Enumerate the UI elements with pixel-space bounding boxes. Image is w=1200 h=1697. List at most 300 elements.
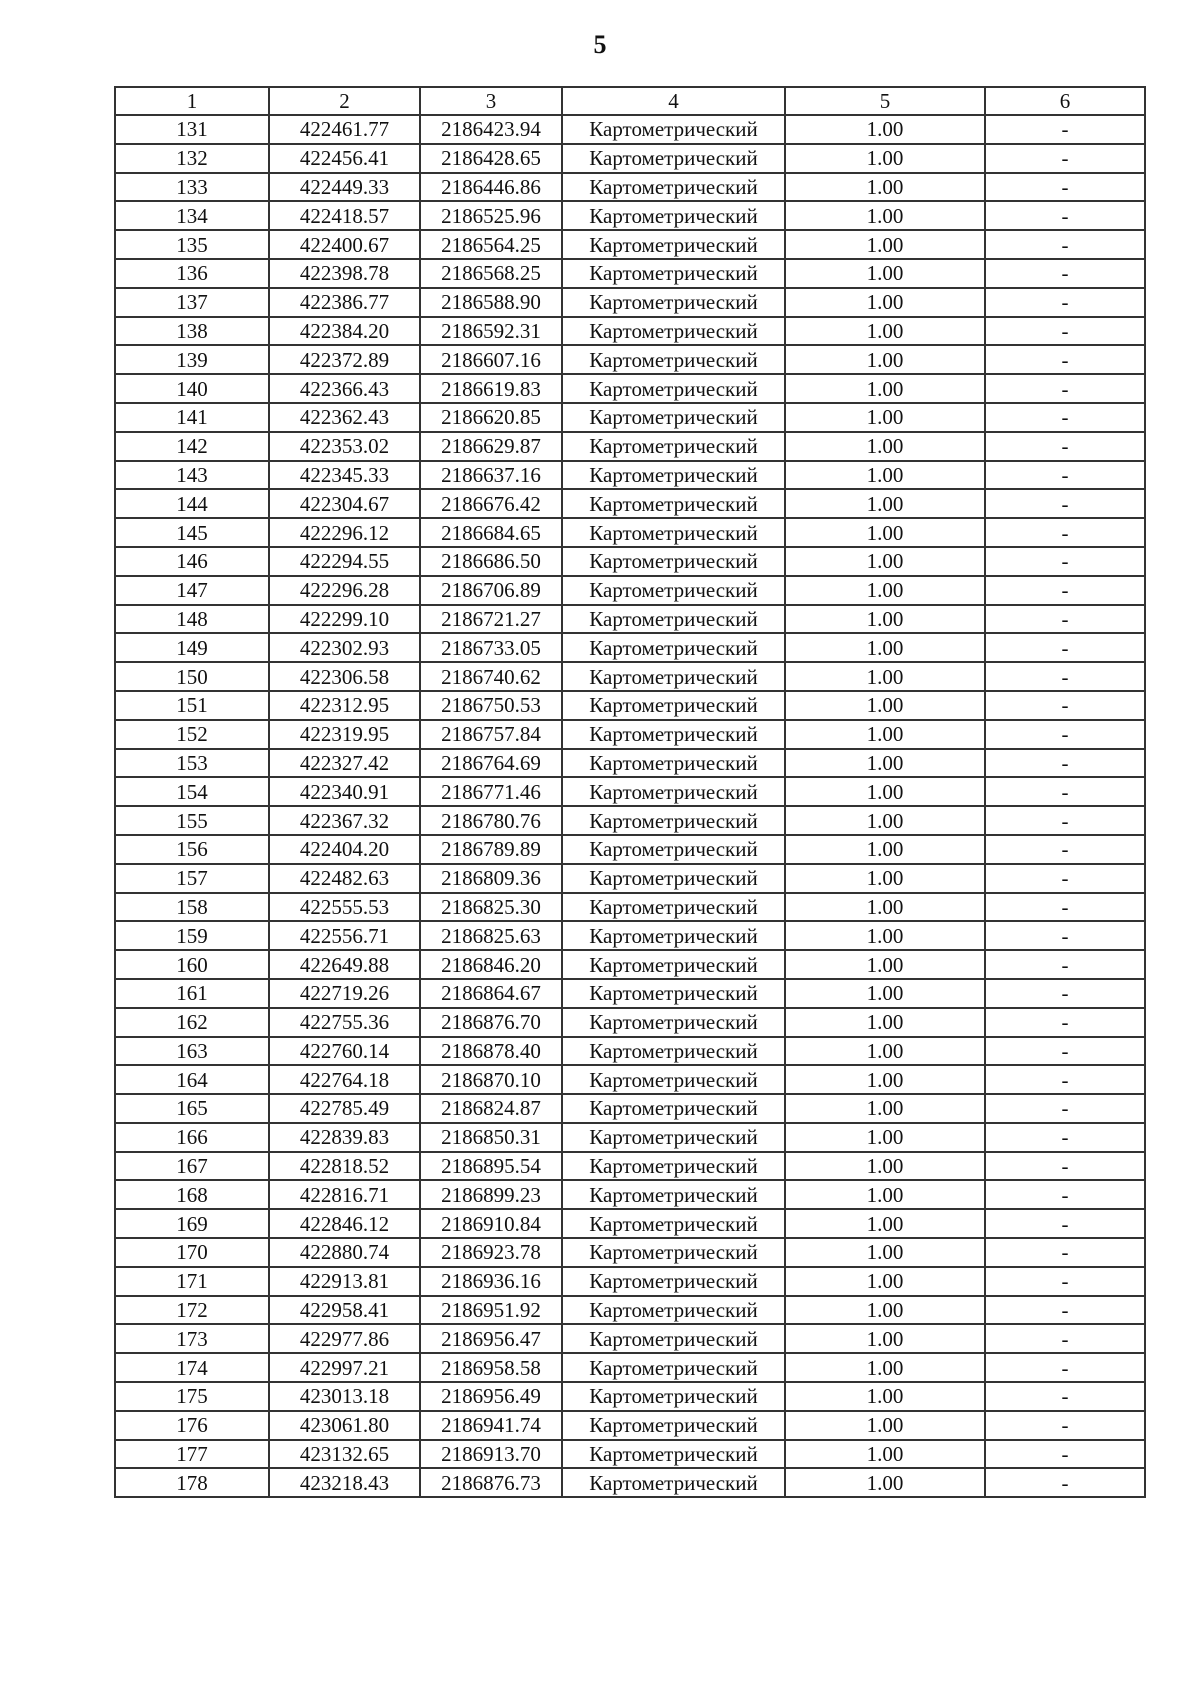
y-coordinate-cell: 2186588.90 — [420, 288, 562, 317]
point-number-cell: 166 — [115, 1123, 269, 1152]
column-header: 6 — [985, 87, 1145, 115]
point-number-cell: 161 — [115, 979, 269, 1008]
column-header: 3 — [420, 87, 562, 115]
table-row — [115, 806, 1145, 835]
accuracy-cell: 1.00 — [785, 173, 985, 202]
accuracy-cell: 1.00 — [785, 633, 985, 662]
accuracy-cell: 1.00 — [785, 1123, 985, 1152]
table-row — [115, 230, 1145, 259]
method-cell: Картометрический — [562, 518, 785, 547]
table-row — [115, 288, 1145, 317]
point-number-cell: 150 — [115, 662, 269, 691]
point-number-cell: 134 — [115, 201, 269, 230]
accuracy-cell: 1.00 — [785, 1324, 985, 1353]
method-cell: Картометрический — [562, 1440, 785, 1469]
point-number-cell: 171 — [115, 1267, 269, 1296]
point-number-cell: 175 — [115, 1382, 269, 1411]
note-cell: - — [985, 1238, 1145, 1267]
note-cell: - — [985, 720, 1145, 749]
table-row — [115, 777, 1145, 806]
y-coordinate-cell: 2186958.58 — [420, 1353, 562, 1382]
point-number-cell: 141 — [115, 403, 269, 432]
method-cell: Картометрический — [562, 1094, 785, 1123]
accuracy-cell: 1.00 — [785, 691, 985, 720]
method-cell: Картометрический — [562, 1152, 785, 1181]
note-cell: - — [985, 777, 1145, 806]
y-coordinate-cell: 2186686.50 — [420, 547, 562, 576]
point-number-cell: 140 — [115, 374, 269, 403]
accuracy-cell: 1.00 — [785, 201, 985, 230]
point-number-cell: 167 — [115, 1152, 269, 1181]
x-coordinate-cell: 422816.71 — [269, 1180, 420, 1209]
y-coordinate-cell: 2186607.16 — [420, 345, 562, 374]
coordinates-table — [114, 86, 1146, 1498]
accuracy-cell: 1.00 — [785, 864, 985, 893]
x-coordinate-cell: 422818.52 — [269, 1152, 420, 1181]
method-cell: Картометрический — [562, 893, 785, 922]
note-cell: - — [985, 605, 1145, 634]
point-number-cell: 156 — [115, 835, 269, 864]
accuracy-cell: 1.00 — [785, 1094, 985, 1123]
table-row — [115, 461, 1145, 490]
note-cell: - — [985, 662, 1145, 691]
y-coordinate-cell: 2186899.23 — [420, 1180, 562, 1209]
note-cell: - — [985, 979, 1145, 1008]
method-cell: Картометрический — [562, 1180, 785, 1209]
accuracy-cell: 1.00 — [785, 777, 985, 806]
note-cell: - — [985, 461, 1145, 490]
table-row — [115, 259, 1145, 288]
method-cell: Картометрический — [562, 720, 785, 749]
method-cell: Картометрический — [562, 1238, 785, 1267]
method-cell: Картометрический — [562, 1382, 785, 1411]
note-cell: - — [985, 1468, 1145, 1497]
x-coordinate-cell: 422418.57 — [269, 201, 420, 230]
accuracy-cell: 1.00 — [785, 1037, 985, 1066]
y-coordinate-cell: 2186824.87 — [420, 1094, 562, 1123]
note-cell: - — [985, 1180, 1145, 1209]
x-coordinate-cell: 422400.67 — [269, 230, 420, 259]
note-cell: - — [985, 691, 1145, 720]
table-body — [115, 115, 1145, 1497]
table-row — [115, 1209, 1145, 1238]
note-cell: - — [985, 403, 1145, 432]
method-cell: Картометрический — [562, 576, 785, 605]
note-cell: - — [985, 518, 1145, 547]
table-row — [115, 1008, 1145, 1037]
point-number-cell: 149 — [115, 633, 269, 662]
method-cell: Картометрический — [562, 1267, 785, 1296]
table-row — [115, 317, 1145, 346]
table-row — [115, 1152, 1145, 1181]
y-coordinate-cell: 2186629.87 — [420, 432, 562, 461]
method-cell: Картометрический — [562, 201, 785, 230]
note-cell: - — [985, 835, 1145, 864]
y-coordinate-cell: 2186878.40 — [420, 1037, 562, 1066]
table-row — [115, 173, 1145, 202]
accuracy-cell: 1.00 — [785, 1209, 985, 1238]
note-cell: - — [985, 1037, 1145, 1066]
table-row — [115, 1065, 1145, 1094]
accuracy-cell: 1.00 — [785, 1152, 985, 1181]
table-row — [115, 374, 1145, 403]
point-number-cell: 142 — [115, 432, 269, 461]
point-number-cell: 164 — [115, 1065, 269, 1094]
y-coordinate-cell: 2186825.30 — [420, 893, 562, 922]
y-coordinate-cell: 2186809.36 — [420, 864, 562, 893]
accuracy-cell: 1.00 — [785, 1238, 985, 1267]
method-cell: Картометрический — [562, 461, 785, 490]
note-cell: - — [985, 288, 1145, 317]
point-number-cell: 160 — [115, 950, 269, 979]
method-cell: Картометрический — [562, 1209, 785, 1238]
table-row — [115, 1037, 1145, 1066]
point-number-cell: 147 — [115, 576, 269, 605]
x-coordinate-cell: 423013.18 — [269, 1382, 420, 1411]
table-row — [115, 950, 1145, 979]
y-coordinate-cell: 2186956.49 — [420, 1382, 562, 1411]
note-cell: - — [985, 115, 1145, 144]
table-row — [115, 345, 1145, 374]
accuracy-cell: 1.00 — [785, 749, 985, 778]
x-coordinate-cell: 422319.95 — [269, 720, 420, 749]
y-coordinate-cell: 2186850.31 — [420, 1123, 562, 1152]
accuracy-cell: 1.00 — [785, 259, 985, 288]
accuracy-cell: 1.00 — [785, 518, 985, 547]
table-row — [115, 633, 1145, 662]
point-number-cell: 136 — [115, 259, 269, 288]
y-coordinate-cell: 2186684.65 — [420, 518, 562, 547]
accuracy-cell: 1.00 — [785, 893, 985, 922]
y-coordinate-cell: 2186789.89 — [420, 835, 562, 864]
note-cell: - — [985, 173, 1145, 202]
point-number-cell: 177 — [115, 1440, 269, 1469]
y-coordinate-cell: 2186733.05 — [420, 633, 562, 662]
note-cell: - — [985, 1353, 1145, 1382]
x-coordinate-cell: 422880.74 — [269, 1238, 420, 1267]
accuracy-cell: 1.00 — [785, 1008, 985, 1037]
table-row — [115, 662, 1145, 691]
x-coordinate-cell: 422296.12 — [269, 518, 420, 547]
method-cell: Картометрический — [562, 1296, 785, 1325]
method-cell: Картометрический — [562, 864, 785, 893]
x-coordinate-cell: 422294.55 — [269, 547, 420, 576]
method-cell: Картометрический — [562, 403, 785, 432]
accuracy-cell: 1.00 — [785, 547, 985, 576]
table-row — [115, 1468, 1145, 1497]
point-number-cell: 174 — [115, 1353, 269, 1382]
x-coordinate-cell: 423218.43 — [269, 1468, 420, 1497]
x-coordinate-cell: 422372.89 — [269, 345, 420, 374]
note-cell: - — [985, 633, 1145, 662]
column-header: 4 — [562, 87, 785, 115]
table-row — [115, 1180, 1145, 1209]
method-cell: Картометрический — [562, 345, 785, 374]
note-cell: - — [985, 1008, 1145, 1037]
accuracy-cell: 1.00 — [785, 1296, 985, 1325]
page-number: 5 — [593, 30, 607, 59]
x-coordinate-cell: 422304.67 — [269, 489, 420, 518]
x-coordinate-cell: 422556.71 — [269, 921, 420, 950]
x-coordinate-cell: 422764.18 — [269, 1065, 420, 1094]
y-coordinate-cell: 2186846.20 — [420, 950, 562, 979]
accuracy-cell: 1.00 — [785, 921, 985, 950]
y-coordinate-cell: 2186910.84 — [420, 1209, 562, 1238]
x-coordinate-cell: 422846.12 — [269, 1209, 420, 1238]
accuracy-cell: 1.00 — [785, 403, 985, 432]
accuracy-cell: 1.00 — [785, 576, 985, 605]
accuracy-cell: 1.00 — [785, 115, 985, 144]
accuracy-cell: 1.00 — [785, 489, 985, 518]
note-cell: - — [985, 749, 1145, 778]
table-row — [115, 1440, 1145, 1469]
note-cell: - — [985, 1152, 1145, 1181]
note-cell: - — [985, 1411, 1145, 1440]
table-row — [115, 921, 1145, 950]
method-cell: Картометрический — [562, 1123, 785, 1152]
table-row — [115, 691, 1145, 720]
table-row — [115, 489, 1145, 518]
y-coordinate-cell: 2186592.31 — [420, 317, 562, 346]
method-cell: Картометрический — [562, 1353, 785, 1382]
note-cell: - — [985, 259, 1145, 288]
note-cell: - — [985, 921, 1145, 950]
point-number-cell: 151 — [115, 691, 269, 720]
y-coordinate-cell: 2186525.96 — [420, 201, 562, 230]
accuracy-cell: 1.00 — [785, 374, 985, 403]
column-header: 2 — [269, 87, 420, 115]
note-cell: - — [985, 144, 1145, 173]
note-cell: - — [985, 345, 1145, 374]
point-number-cell: 148 — [115, 605, 269, 634]
accuracy-cell: 1.00 — [785, 806, 985, 835]
table-row — [115, 1267, 1145, 1296]
x-coordinate-cell: 422997.21 — [269, 1353, 420, 1382]
table-row — [115, 1238, 1145, 1267]
point-number-cell: 152 — [115, 720, 269, 749]
point-number-cell: 132 — [115, 144, 269, 173]
x-coordinate-cell: 422345.33 — [269, 461, 420, 490]
method-cell: Картометрический — [562, 921, 785, 950]
point-number-cell: 139 — [115, 345, 269, 374]
method-cell: Картометрический — [562, 173, 785, 202]
note-cell: - — [985, 576, 1145, 605]
accuracy-cell: 1.00 — [785, 1468, 985, 1497]
y-coordinate-cell: 2186706.89 — [420, 576, 562, 605]
y-coordinate-cell: 2186923.78 — [420, 1238, 562, 1267]
y-coordinate-cell: 2186619.83 — [420, 374, 562, 403]
method-cell: Картометрический — [562, 230, 785, 259]
method-cell: Картометрический — [562, 979, 785, 1008]
accuracy-cell: 1.00 — [785, 950, 985, 979]
table-row — [115, 605, 1145, 634]
x-coordinate-cell: 422456.41 — [269, 144, 420, 173]
x-coordinate-cell: 422785.49 — [269, 1094, 420, 1123]
note-cell: - — [985, 806, 1145, 835]
x-coordinate-cell: 422353.02 — [269, 432, 420, 461]
accuracy-cell: 1.00 — [785, 1180, 985, 1209]
y-coordinate-cell: 2186876.73 — [420, 1468, 562, 1497]
y-coordinate-cell: 2186951.92 — [420, 1296, 562, 1325]
point-number-cell: 165 — [115, 1094, 269, 1123]
method-cell: Картометрический — [562, 950, 785, 979]
note-cell: - — [985, 1267, 1145, 1296]
table-header-row — [115, 87, 1145, 115]
y-coordinate-cell: 2186757.84 — [420, 720, 562, 749]
method-cell: Картометрический — [562, 317, 785, 346]
table-row — [115, 547, 1145, 576]
point-number-cell: 135 — [115, 230, 269, 259]
accuracy-cell: 1.00 — [785, 979, 985, 1008]
table-row — [115, 403, 1145, 432]
point-number-cell: 159 — [115, 921, 269, 950]
method-cell: Картометрический — [562, 633, 785, 662]
table-row — [115, 518, 1145, 547]
note-cell: - — [985, 1324, 1145, 1353]
note-cell: - — [985, 864, 1145, 893]
x-coordinate-cell: 422398.78 — [269, 259, 420, 288]
note-cell: - — [985, 317, 1145, 346]
point-number-cell: 176 — [115, 1411, 269, 1440]
method-cell: Картометрический — [562, 374, 785, 403]
x-coordinate-cell: 422649.88 — [269, 950, 420, 979]
y-coordinate-cell: 2186825.63 — [420, 921, 562, 950]
y-coordinate-cell: 2186568.25 — [420, 259, 562, 288]
x-coordinate-cell: 422461.77 — [269, 115, 420, 144]
point-number-cell: 145 — [115, 518, 269, 547]
point-number-cell: 138 — [115, 317, 269, 346]
x-coordinate-cell: 422312.95 — [269, 691, 420, 720]
y-coordinate-cell: 2186864.67 — [420, 979, 562, 1008]
accuracy-cell: 1.00 — [785, 144, 985, 173]
note-cell: - — [985, 230, 1145, 259]
y-coordinate-cell: 2186895.54 — [420, 1152, 562, 1181]
method-cell: Картометрический — [562, 1008, 785, 1037]
x-coordinate-cell: 422327.42 — [269, 749, 420, 778]
accuracy-cell: 1.00 — [785, 1267, 985, 1296]
method-cell: Картометрический — [562, 259, 785, 288]
x-coordinate-cell: 422299.10 — [269, 605, 420, 634]
table-row — [115, 1296, 1145, 1325]
x-coordinate-cell: 423061.80 — [269, 1411, 420, 1440]
table-row — [115, 1094, 1145, 1123]
method-cell: Картометрический — [562, 1411, 785, 1440]
x-coordinate-cell: 422755.36 — [269, 1008, 420, 1037]
point-number-cell: 173 — [115, 1324, 269, 1353]
x-coordinate-cell: 422958.41 — [269, 1296, 420, 1325]
note-cell: - — [985, 201, 1145, 230]
table-row — [115, 1353, 1145, 1382]
point-number-cell: 133 — [115, 173, 269, 202]
accuracy-cell: 1.00 — [785, 461, 985, 490]
y-coordinate-cell: 2186721.27 — [420, 605, 562, 634]
x-coordinate-cell: 422366.43 — [269, 374, 420, 403]
x-coordinate-cell: 422386.77 — [269, 288, 420, 317]
note-cell: - — [985, 432, 1145, 461]
table-row — [115, 979, 1145, 1008]
note-cell: - — [985, 1094, 1145, 1123]
method-cell: Картометрический — [562, 489, 785, 518]
accuracy-cell: 1.00 — [785, 1353, 985, 1382]
note-cell: - — [985, 950, 1145, 979]
y-coordinate-cell: 2186676.42 — [420, 489, 562, 518]
x-coordinate-cell: 422367.32 — [269, 806, 420, 835]
accuracy-cell: 1.00 — [785, 835, 985, 864]
point-number-cell: 178 — [115, 1468, 269, 1497]
table-row — [115, 201, 1145, 230]
point-number-cell: 143 — [115, 461, 269, 490]
table-row — [115, 1324, 1145, 1353]
note-cell: - — [985, 1382, 1145, 1411]
point-number-cell: 137 — [115, 288, 269, 317]
note-cell: - — [985, 1209, 1145, 1238]
y-coordinate-cell: 2186870.10 — [420, 1065, 562, 1094]
method-cell: Картометрический — [562, 547, 785, 576]
y-coordinate-cell: 2186428.65 — [420, 144, 562, 173]
method-cell: Картометрический — [562, 691, 785, 720]
note-cell: - — [985, 1296, 1145, 1325]
y-coordinate-cell: 2186913.70 — [420, 1440, 562, 1469]
point-number-cell: 131 — [115, 115, 269, 144]
note-cell: - — [985, 547, 1145, 576]
x-coordinate-cell: 422555.53 — [269, 893, 420, 922]
point-number-cell: 144 — [115, 489, 269, 518]
note-cell: - — [985, 893, 1145, 922]
method-cell: Картометрический — [562, 662, 785, 691]
x-coordinate-cell: 422482.63 — [269, 864, 420, 893]
y-coordinate-cell: 2186936.16 — [420, 1267, 562, 1296]
x-coordinate-cell: 422340.91 — [269, 777, 420, 806]
x-coordinate-cell: 422302.93 — [269, 633, 420, 662]
point-number-cell: 153 — [115, 749, 269, 778]
method-cell: Картометрический — [562, 1324, 785, 1353]
y-coordinate-cell: 2186740.62 — [420, 662, 562, 691]
point-number-cell: 146 — [115, 547, 269, 576]
x-coordinate-cell: 422296.28 — [269, 576, 420, 605]
accuracy-cell: 1.00 — [785, 317, 985, 346]
table-row — [115, 1411, 1145, 1440]
table-row — [115, 835, 1145, 864]
method-cell: Картометрический — [562, 835, 785, 864]
point-number-cell: 172 — [115, 1296, 269, 1325]
x-coordinate-cell: 422977.86 — [269, 1324, 420, 1353]
method-cell: Картометрический — [562, 115, 785, 144]
point-number-cell: 163 — [115, 1037, 269, 1066]
accuracy-cell: 1.00 — [785, 1440, 985, 1469]
x-coordinate-cell: 422362.43 — [269, 403, 420, 432]
note-cell: - — [985, 1123, 1145, 1152]
accuracy-cell: 1.00 — [785, 605, 985, 634]
y-coordinate-cell: 2186780.76 — [420, 806, 562, 835]
note-cell: - — [985, 489, 1145, 518]
point-number-cell: 157 — [115, 864, 269, 893]
table-row — [115, 893, 1145, 922]
column-header: 1 — [115, 87, 269, 115]
method-cell: Картометрический — [562, 777, 785, 806]
method-cell: Картометрический — [562, 749, 785, 778]
y-coordinate-cell: 2186956.47 — [420, 1324, 562, 1353]
point-number-cell: 158 — [115, 893, 269, 922]
x-coordinate-cell: 422449.33 — [269, 173, 420, 202]
note-cell: - — [985, 1440, 1145, 1469]
method-cell: Картометрический — [562, 432, 785, 461]
method-cell: Картометрический — [562, 1037, 785, 1066]
table-row — [115, 432, 1145, 461]
table-row — [115, 576, 1145, 605]
table-row — [115, 864, 1145, 893]
table-row — [115, 1382, 1145, 1411]
table-row — [115, 1123, 1145, 1152]
